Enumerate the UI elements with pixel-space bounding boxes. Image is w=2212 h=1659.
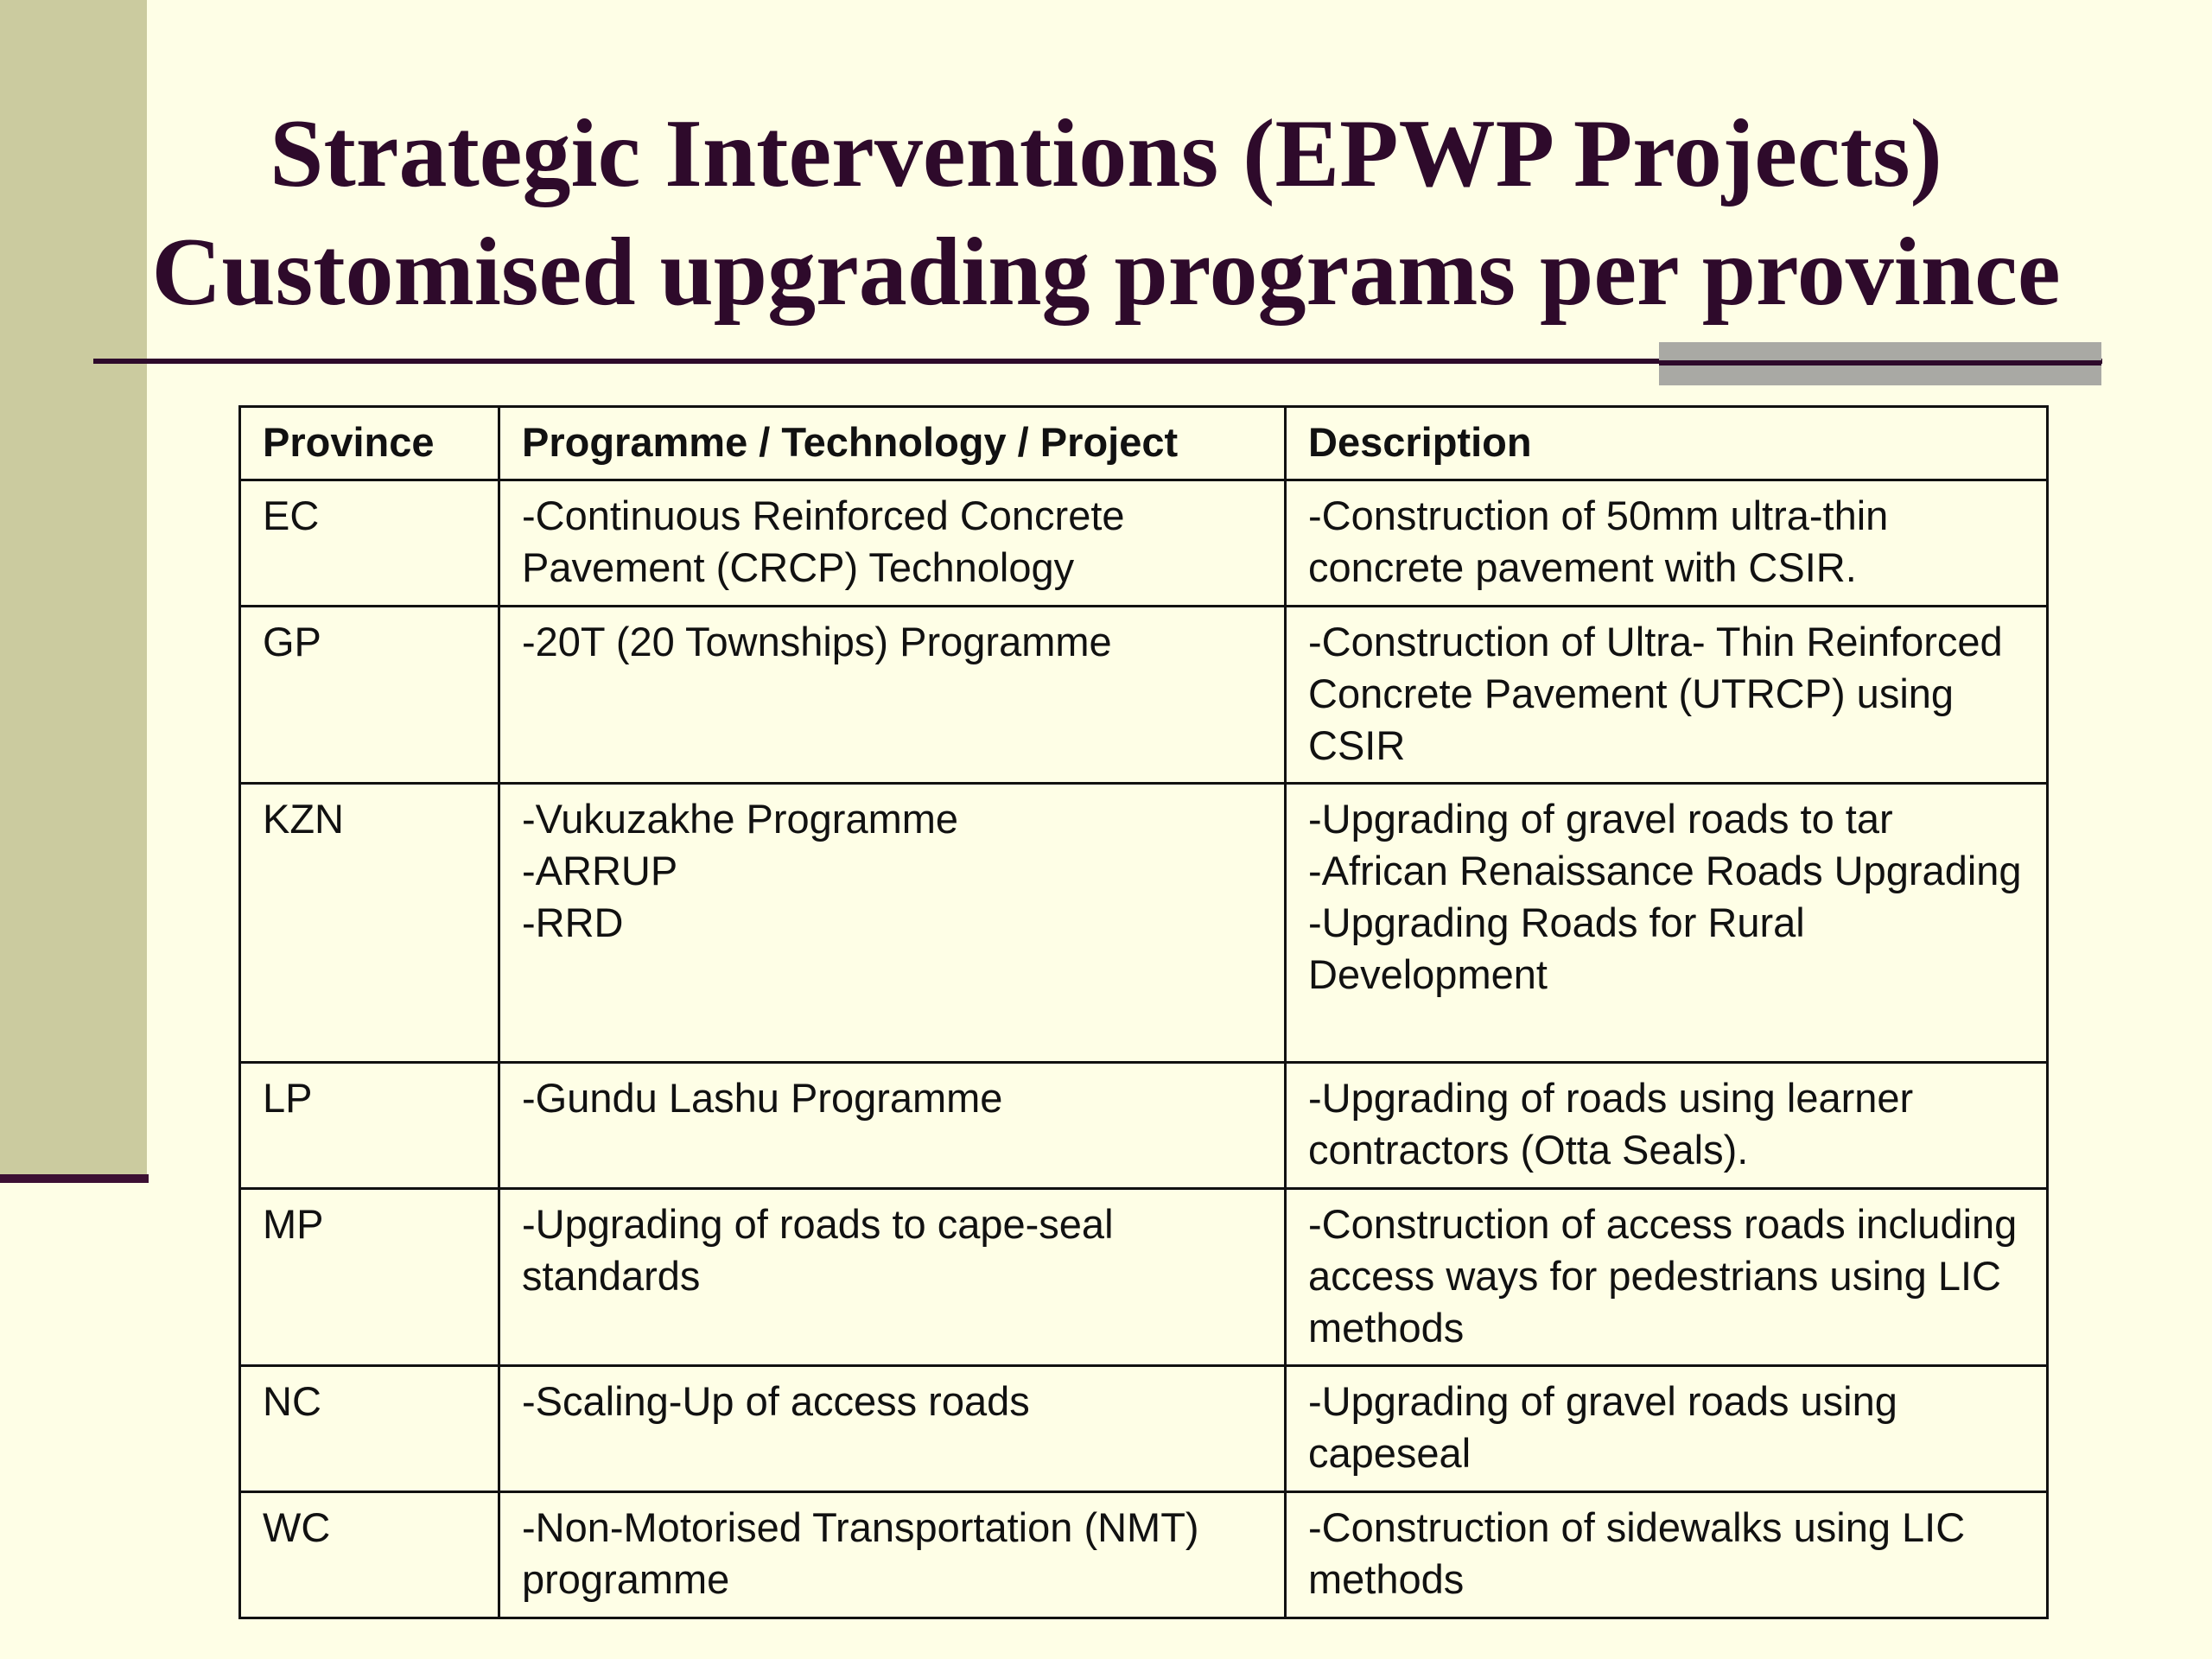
- programme-cell: -Scaling-Up of access roads: [499, 1366, 1286, 1492]
- province-cell: NC: [240, 1366, 499, 1492]
- programme-cell: [499, 784, 1286, 1063]
- programme-cell: -Continuous Reinforced Concrete Pavement (CRCP) Technology: [499, 480, 1286, 607]
- description-cell: -Construction of Ultra- Thin Reinforced Concrete Pavement (UTRCP) using CSIR: [1286, 607, 2048, 784]
- slide-title: [86, 95, 2126, 332]
- province-cell: WC: [240, 1492, 499, 1618]
- programme-line: -ARRUP: [522, 848, 678, 893]
- table-row-kzn: [240, 784, 2048, 1063]
- table-row-ec: [240, 480, 2048, 607]
- table-row-lp: [240, 1063, 2048, 1189]
- description-cell: -Upgrading of roads using learner contractors (Otta Seals).: [1286, 1063, 2048, 1189]
- table-row-gp: [240, 607, 2048, 784]
- province-cell: MP: [240, 1189, 499, 1366]
- header-province: Province: [240, 407, 499, 480]
- table-row-mp: [240, 1189, 2048, 1366]
- province-cell: EC: [240, 480, 499, 607]
- header-description: Description: [1286, 407, 2048, 480]
- description-cell: [1286, 784, 2048, 1063]
- description-cell: -Construction of access roads including access ways for pedestrians using LIC methods: [1286, 1189, 2048, 1366]
- description-line: -African Renaissance Roads Upgrading: [1308, 848, 2022, 893]
- programme-line: -Vukuzakhe Programme: [522, 796, 959, 842]
- province-cell: KZN: [240, 784, 499, 1063]
- description-line: -Upgrading of gravel roads to tar: [1308, 796, 1893, 842]
- left-band-underline: [0, 1174, 149, 1183]
- province-cell: LP: [240, 1063, 499, 1189]
- programme-cell: -Gundu Lashu Programme: [499, 1063, 1286, 1189]
- description-line: -Upgrading Roads for Rural Development: [1308, 899, 1805, 997]
- description-cell: -Construction of sidewalks using LIC methods: [1286, 1492, 2048, 1618]
- table-header-row: [240, 407, 2048, 480]
- slide-title-line-1: Strategic Interventions (EPWP Projects): [270, 100, 1942, 207]
- provincial-projects-table: [238, 405, 2049, 1619]
- header-programme: Programme / Technology / Project: [499, 407, 1286, 480]
- title-divider-accent-line: [1659, 360, 2101, 365]
- table-row-wc: [240, 1492, 2048, 1618]
- programme-cell: -20T (20 Townships) Programme: [499, 607, 1286, 784]
- description-cell: -Construction of 50mm ultra-thin concrete pavement with CSIR.: [1286, 480, 2048, 607]
- programme-cell: -Non-Motorised Transportation (NMT) programme: [499, 1492, 1286, 1618]
- province-cell: GP: [240, 607, 499, 784]
- programme-line: -RRD: [522, 899, 624, 945]
- description-cell: -Upgrading of gravel roads using capeseal: [1286, 1366, 2048, 1492]
- slide-title-line-2: Customised upgrading programs per province: [151, 219, 2061, 326]
- table-row-nc: [240, 1366, 2048, 1492]
- programme-cell: -Upgrading of roads to cape-seal standards: [499, 1189, 1286, 1366]
